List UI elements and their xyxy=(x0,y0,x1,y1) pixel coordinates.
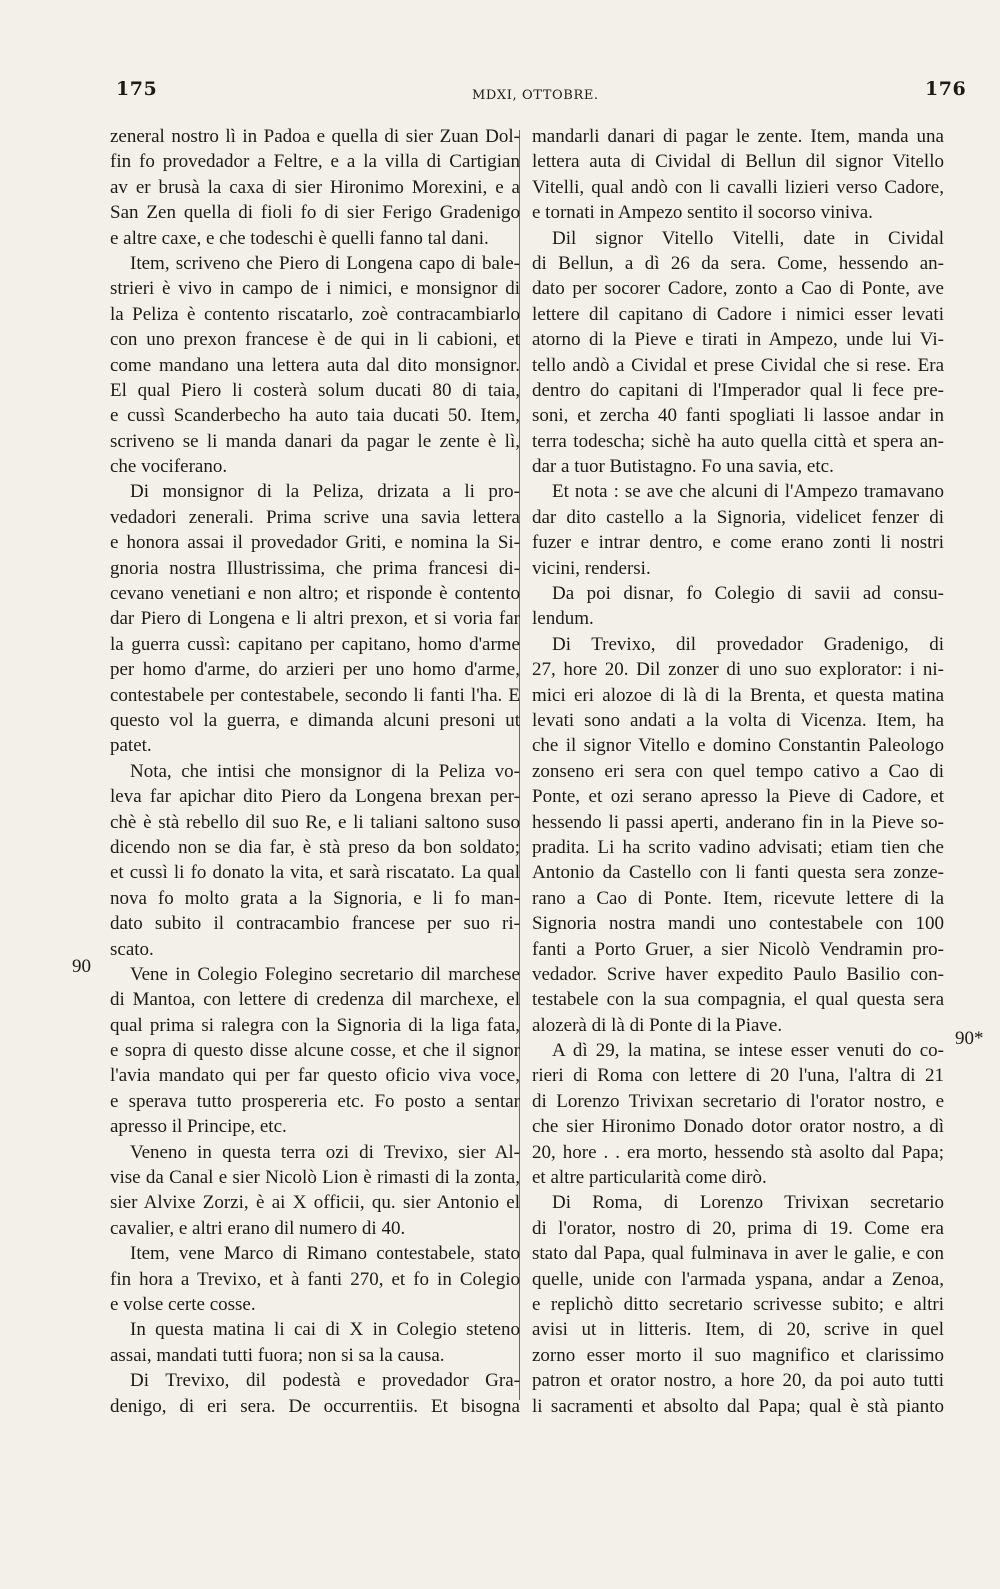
text-line: alozerà di là di Ponte di la Piave. xyxy=(532,1014,783,1036)
text-line: Item, scriveno che Piero di Longena capo di bale- xyxy=(130,252,520,274)
text-line: di Lorenzo Trivixan secretario di l'orator nostro, e xyxy=(532,1090,944,1112)
running-title: MDXI, OTTOBRE. xyxy=(472,88,599,103)
left-column xyxy=(110,124,520,1419)
text-line: lettera auta di Cividal di Bellun dil signor Vitello xyxy=(532,151,944,173)
text-line: fuzer e intrar dentro, e come erano zonti li nostri xyxy=(532,532,944,554)
text-line: lendum. xyxy=(532,608,594,630)
text-line: Di Trevixo, dil podestà e provedador Gra- xyxy=(130,1370,520,1392)
text-line: e cussì Scanderbecho ha auto taia ducati 50. Item, xyxy=(110,405,520,427)
text-line: Veneno in questa terra ozi di Trevixo, sier Al- xyxy=(130,1141,520,1163)
text-line: et cussì li fo donato la vita, et sarà riscatato. La qual xyxy=(110,862,520,884)
text-line: apresso il Principe, etc. xyxy=(110,1116,287,1138)
text-line: mandarli danari di pagar le zente. Item, manda una xyxy=(532,126,944,147)
text-line: Vitelli, qual andò con li cavalli lizieri verso Cadore, xyxy=(532,176,944,198)
text-line: tello andò a Cividal et prese Cividal che si rese. Era xyxy=(532,354,944,376)
text-line: dentro do capitani di l'Imperador qual li fece pre- xyxy=(532,379,944,401)
text-line: Antonio da Castello con li fanti questa sera zonze- xyxy=(532,862,944,884)
text-line: Signoria nostra mandi uno contestabele con 100 xyxy=(532,913,944,935)
text-line: fanti a Porto Gruer, a sier Nicolò Vendramin pro- xyxy=(532,938,944,960)
text-line: e replichò ditto secretario scrivesse subito; e altri xyxy=(532,1293,944,1315)
text-line: av er brusà la caxa di sier Hironimo Morexini, e a xyxy=(110,176,520,198)
text-line: fin fo provedador a Feltre, e a la villa di Cartigian xyxy=(110,151,520,173)
text-line: che il signor Vitello e domino Constantin Paleologo xyxy=(532,735,944,757)
text-line: patet. xyxy=(110,735,152,757)
text-line: dato per socorer Cadore, zonto a Cao di Ponte, ave xyxy=(532,278,944,300)
text-line: In questa matina li cai di X in Colegio steteno xyxy=(130,1319,520,1341)
page-number-right: 176 xyxy=(925,78,967,100)
text-line: pradita. Li ha scrito vadino advisati; etiam tien che xyxy=(532,836,944,858)
text-line: Di Trevixo, dil provedador Gradenigo, di xyxy=(552,633,944,655)
text-line: questo vol la guerra, e dimanda alcuni presoni ut xyxy=(110,709,520,731)
text-line: qual prima si ralegra con la Signoria di la liga fata, xyxy=(110,1014,520,1036)
margin-note-left: 90 xyxy=(72,956,91,977)
text-line: denigo, di eri sera. De occurrentiis. Et bisogna xyxy=(110,1395,520,1417)
text-line: e tornati in Ampezo sentito il socorso viniva. xyxy=(532,202,873,224)
text-line: vise da Canal e sier Nicolò Lion è rimasti di la zonta, xyxy=(110,1167,520,1189)
text-line: dicendo non se dia far, è stà preso da bon soldato; xyxy=(110,836,520,858)
text-line: come mandano una lettera auta dal dito monsignor. xyxy=(110,354,520,376)
text-line: 27, hore 20. Dil zonzer di uno suo explorator: i ni- xyxy=(532,659,944,681)
page-number-left: 175 xyxy=(116,78,158,100)
text-line: A dì 29, la matina, se intese esser venuti do co- xyxy=(552,1040,944,1062)
text-line: l'avia mandato qui per far questo oficio viva voce, xyxy=(110,1065,520,1087)
text-line: dato subito il contracambio francese per suo ri- xyxy=(110,913,520,935)
text-line: sier Alvixe Zorzi, è ai X officii, qu. sier Antonio el xyxy=(110,1192,520,1214)
text-line: et altre particularità come dirò. xyxy=(532,1167,767,1189)
text-line: San Zen quella di fioli fo di sier Ferigo Gradenigo xyxy=(110,202,520,224)
text-line: strieri è vivo in campo de i nimici, e monsignor di xyxy=(110,278,520,300)
text-line: vedador. Scrive haver expedito Paulo Basilio con- xyxy=(532,963,944,985)
text-line: El qual Piero li costerà solum ducati 80 di taia, xyxy=(110,379,520,401)
text-line: di Bellun, a dì 26 da sera. Come, hessendo an- xyxy=(532,252,944,274)
text-line: hessendo li passi aperti, anderano fin in la Pieve so- xyxy=(532,811,944,833)
text-line: li sacramenti et absolto dal Papa; qual è stà pianto xyxy=(532,1395,944,1417)
text-line: patron et orator nostro, a hore 20, da poi auto tutti xyxy=(532,1370,944,1392)
text-line: Vene in Colegio Folegino secretario dil marchese xyxy=(130,963,520,985)
text-line: e honora assai il provedador Griti, e nomina la Si- xyxy=(110,532,520,554)
text-line: rano a Cao di Ponte. Item, ricevute lettere di la xyxy=(532,887,944,909)
text-line: levati sono andati a la volta di Vicenza. Item, ha xyxy=(532,709,944,731)
text-line: e altre caxe, e che todeschi è quelli fanno tal dani. xyxy=(110,227,489,249)
text-line: dar dito castello a la Signoria, videlicet fenzer di xyxy=(532,506,944,528)
text-line: Nota, che intisi che monsignor di la Peliza vo- xyxy=(130,760,520,782)
text-line: contestabele per contestabele, secondo li fanti l'ha. E xyxy=(110,684,520,706)
text-line: vedadori zenerali. Prima scrive una savia lettera xyxy=(110,506,520,528)
text-line: Da poi disnar, fo Colegio di savii ad consu- xyxy=(552,583,944,605)
text-line: zeneral nostro lì in Padoa e quella di sier Zuan Dol- xyxy=(110,126,520,147)
text-line: zonseno eri sera con quel tempo cativo a Cao di xyxy=(532,760,944,782)
text-line: Di monsignor di la Peliza, drizata a li pro- xyxy=(130,481,520,503)
text-line: con uno prexon francese è de qui in li cabioni, et xyxy=(110,329,520,351)
text-line: che sier Hironimo Donado dotor orator nostro, a dì xyxy=(532,1116,944,1138)
text-line: mici eri alozoe di là di la Brenta, et questa matina xyxy=(532,684,944,706)
text-line: la guerra cussì: capitano per capitano, homo d'arme xyxy=(110,633,520,655)
text-line: Di Roma, di Lorenzo Trivixan secretario xyxy=(552,1192,944,1214)
text-line: e sopra di questo disse alcune cosse, et che il signor xyxy=(110,1040,520,1062)
text-line: avisi ut in litteris. Item, di 20, scrive in quel xyxy=(532,1319,944,1341)
text-line: zorno esser morto il suo magnifico et clarissimo xyxy=(532,1344,944,1366)
text-line: vicini, rendersi. xyxy=(532,557,651,579)
text-line: cevano venetiani e non altro; et risponde è contento xyxy=(110,583,520,605)
text-line: cavalier, e altri erano dil numero di 40. xyxy=(110,1217,406,1239)
text-line: quelle, unide con l'armada yspana, andar a Zenoa, xyxy=(532,1268,944,1290)
text-line: stato dal Papa, qual fulminava in aver le galie, e con xyxy=(532,1243,944,1265)
text-line: terra todescha; sichè ha auto quella città et spera an- xyxy=(532,430,944,452)
text-line: lettere dil capitano di Cadore i nimici esser levati xyxy=(532,303,944,325)
text-line: scato. xyxy=(110,938,154,960)
text-line: la Peliza è contento riscatarlo, zoè contracambiarlo xyxy=(110,303,520,325)
text-line: testabele con la sua compagnia, el qual questa sera xyxy=(532,989,944,1011)
margin-note-right: 90* xyxy=(955,1028,984,1049)
text-line: soni, et zercha 40 fanti spogliati li lassoe andar in xyxy=(532,405,944,427)
text-line: fin hora a Trevixo, et à fanti 270, et fo in Colegio xyxy=(110,1268,520,1290)
text-line: Item, vene Marco di Rimano contestabele, stato xyxy=(130,1243,520,1265)
text-line: rieri di Roma con lettere di 20 l'una, l'altra di 21 xyxy=(532,1065,944,1087)
text-line: Et nota : se ave che alcuni di l'Ampezo tramavano xyxy=(552,481,944,503)
text-line: di Mantoa, con lettere di credenza dil marchexe, el xyxy=(110,989,520,1011)
text-line: dar a tuor Butistagno. Fo una savia, etc. xyxy=(532,456,834,478)
text-line: che vociferano. xyxy=(110,456,228,478)
right-column xyxy=(532,124,944,1419)
text-line: leva far apichar dito Piero da Longena brexan per- xyxy=(110,786,520,808)
text-line: scriveno se li manda danari da pagar le zente è lì, xyxy=(110,430,520,452)
text-line: 20, hore . . era morto, hessendo stà asolto dal Papa; xyxy=(532,1141,944,1163)
text-line: per homo d'arme, do arzieri per uno homo d'arme, xyxy=(110,659,520,681)
text-line: atorno di la Pieve e tirati in Ampezo, unde lui Vi- xyxy=(532,329,944,351)
text-line: gnoria nostra Illustrissima, che prima francesi di- xyxy=(110,557,520,579)
text-line: Dil signor Vitello Vitelli, date in Cividal xyxy=(552,227,944,249)
text-line: assai, mandati tutti fuora; non si sa la causa. xyxy=(110,1344,445,1366)
text-line: chè è stà rebello dil suo Re, e li taliani saltono suso xyxy=(110,811,520,833)
text-line: dar Piero di Longena e li altri prexon, et si voria far xyxy=(110,608,520,630)
text-line: e sperava tutto prospereria etc. Fo posto a sentar xyxy=(110,1090,520,1112)
text-line: di l'orator, nostro di 20, prima di 19. Come era xyxy=(532,1217,944,1239)
text-line: Ponte, et ozi serano apresso la Pieve di Cadore, et xyxy=(532,786,944,808)
text-line: e volse certe cosse. xyxy=(110,1293,256,1315)
text-line: nova fo molto grata a la Signoria, e li fo man- xyxy=(110,887,520,909)
